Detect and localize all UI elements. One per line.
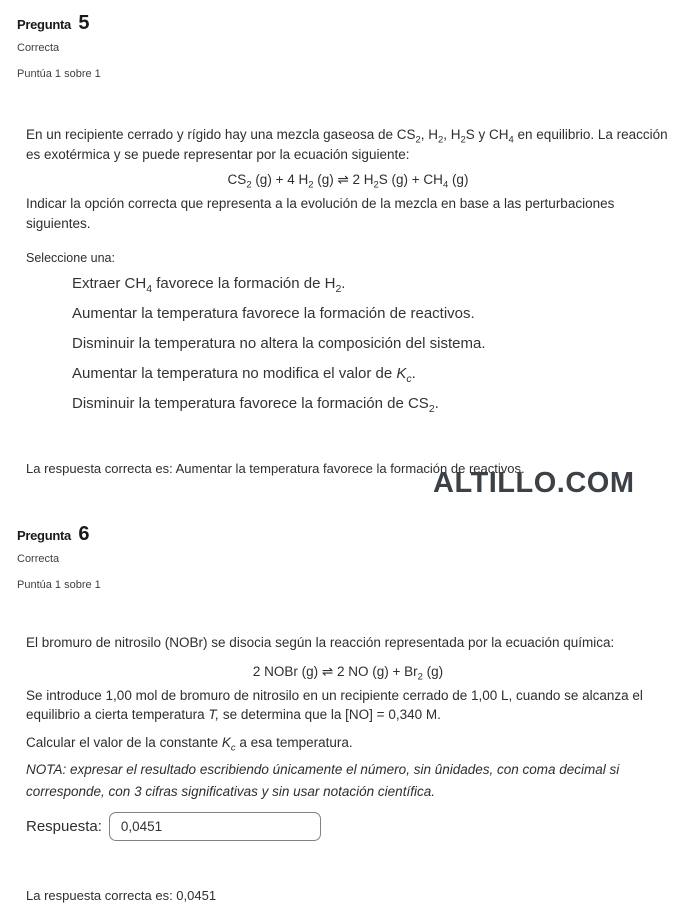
answer-option-1[interactable]: Extraer $CH_4$ favorece la formación de $H_2$. bbox=[72, 275, 346, 295]
answer-option-2[interactable]: Aumentar la temperatura favorece la formación de reactivos. bbox=[72, 305, 475, 322]
answer-option-5[interactable]: Disminuir la temperatura favorece la formación de $CS_2$. bbox=[72, 395, 439, 415]
question-points: Puntúa 1 sobre 1 bbox=[17, 579, 101, 591]
answer-row bbox=[26, 812, 670, 841]
question-number: 6 bbox=[78, 523, 90, 545]
answer-options bbox=[26, 274, 670, 413]
answer-option-3[interactable]: Disminuir la temperatura no altera la composición del sistema. bbox=[72, 335, 486, 352]
question-content bbox=[0, 633, 700, 905]
question-title bbox=[17, 523, 700, 547]
answer-input[interactable] bbox=[109, 812, 321, 841]
question-status: Correcta bbox=[17, 553, 60, 565]
altillo-watermark: ALTILLO.COM bbox=[433, 467, 635, 499]
answer-option-4[interactable]: Aumentar la temperatura no modifica el valor de $K_c$. bbox=[72, 365, 416, 385]
question-header bbox=[0, 0, 700, 81]
question-title bbox=[17, 12, 700, 36]
chemical-equation: $CS_2$ (g) + 4 $H_2$ (g) ⇌ 2 $H_2S$ $(g) + CH_4$ (g) bbox=[227, 172, 469, 191]
question-note: NOTA: expresar el resultado escribiendo únicamente el número, sin ûnidades, con coma decimal si corresponde, con 3 cifras significativas y sin usar notación científica. bbox=[26, 762, 620, 799]
question-content bbox=[0, 125, 700, 478]
question-details: Se introduce 1,00 mol de bromuro de nitrosilo en un recipiente cerrado de 1,00 L, cuando se alcanza el equilibrio a cierta temperatura T, se determina que la [NO] = 0,340 M. bbox=[26, 687, 643, 722]
question-block-6 bbox=[0, 523, 700, 905]
answer-label: Respuesta: bbox=[26, 818, 102, 835]
question-points: Puntúa 1 sobre 1 bbox=[17, 68, 101, 80]
correct-answer-text: La respuesta correcta es: 0,0451 bbox=[26, 888, 217, 903]
question-header bbox=[0, 523, 700, 592]
select-one-label: Seleccione una: bbox=[26, 251, 115, 265]
question-prompt: Indicar la opción correcta que representa a la evolución de la mezcla en base a las perturbaciones siguientes. bbox=[26, 196, 615, 231]
question-intro: En un recipiente cerrado y rígido hay una mezcla gaseosa de $CS_2$, $H_2$, $H_2S$ y $CH_4$ en equilibrio. La reacción es exotérmica y se puede representar por la ecuación siguiente: bbox=[26, 127, 668, 162]
question-status: Correcta bbox=[17, 42, 60, 54]
question-task: Calcular el valor de la constante $K_c$ a esa temperatura. bbox=[26, 734, 353, 754]
question-number: 5 bbox=[78, 12, 90, 34]
question-intro: El bromuro de nitrosilo (NOBr) se disocia según la reacción representada por la ecuación química: bbox=[26, 635, 615, 650]
question-label: Pregunta bbox=[17, 17, 71, 32]
correct-answer-text: La respuesta correcta es: Aumentar la temperatura favorece la formación de reactivos. bbox=[26, 461, 525, 476]
question-label: Pregunta bbox=[17, 528, 71, 543]
chemical-equation: 2 NOBr (g) ⇌ 2 NO $(g) + Br_2$ (g) bbox=[252, 663, 444, 683]
